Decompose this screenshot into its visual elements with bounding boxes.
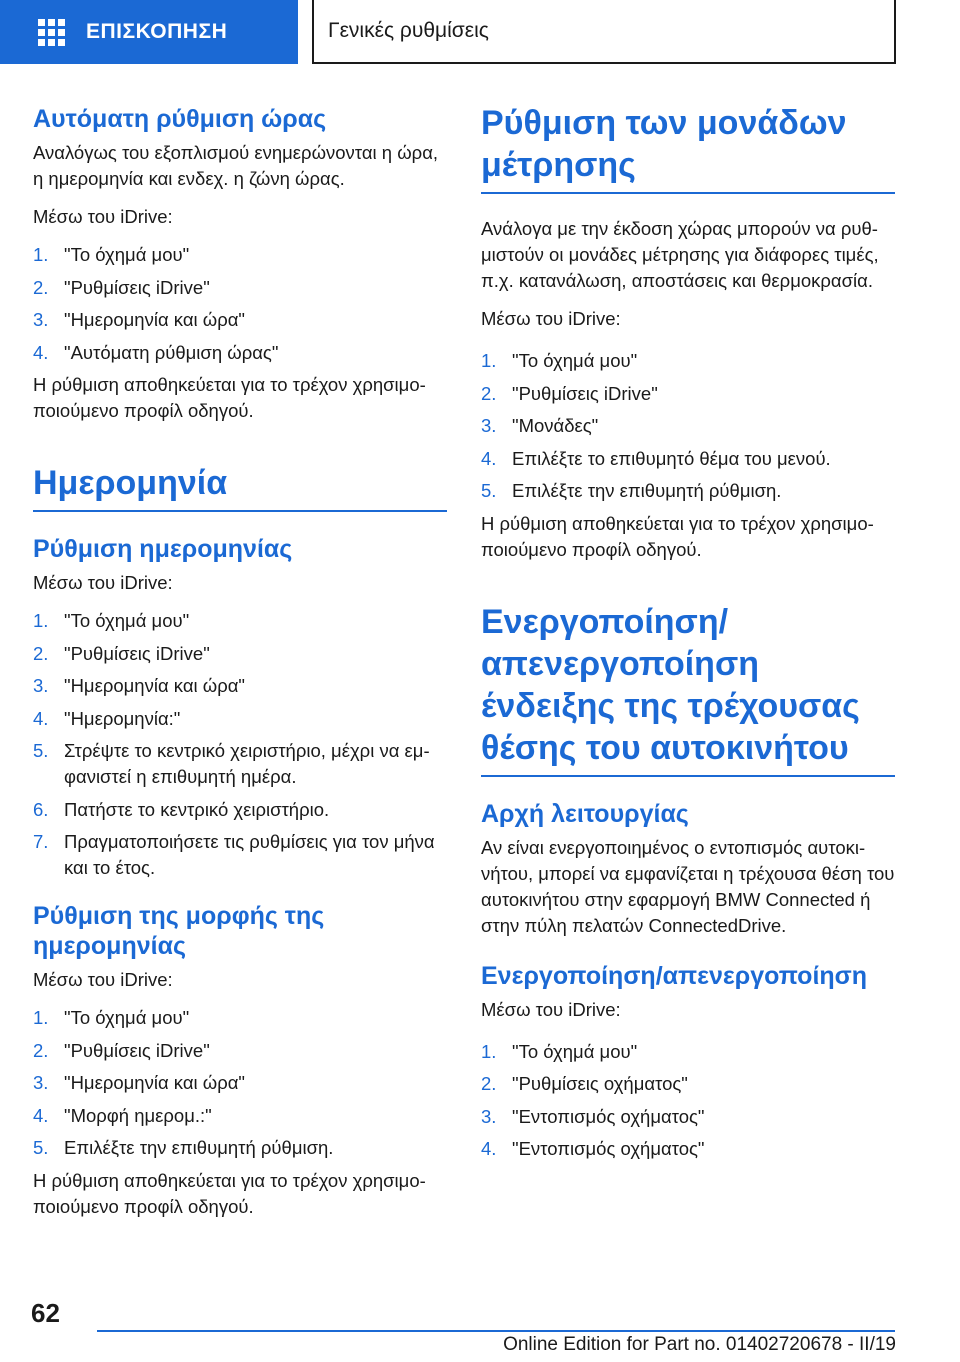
- list-item: 6. Πατήστε το κεντρικό χειριστήριο.: [33, 798, 330, 820]
- list-item: 5. Επιλέξτε την επιθυμητή ρύθμιση.: [33, 1137, 334, 1158]
- list-item: 2. "Ρυθμίσεις iDrive": [33, 276, 210, 298]
- section-tab[interactable]: [312, 0, 896, 64]
- auto-time-heading: Αυτόματη ρύθμιση ώρας: [33, 105, 327, 133]
- list-item: 1. "Το όχημά μου": [33, 1007, 190, 1028]
- date-format-heading: Ρύθμιση της μορφής της ημερομηνίας: [33, 902, 325, 960]
- location-section-heading: Ενεργοποίηση/ απενεργοποίηση ένδειξης της τρέχουσας θέσης του αυτοκινήτου: [481, 601, 895, 777]
- list-item: 4. "Εντοπισμός οχήματος": [481, 1138, 705, 1159]
- grid-menu-icon: [38, 19, 66, 45]
- principle-heading: Αρχή λειτουργίας: [481, 799, 689, 828]
- principle-text: Αν είναι ενεργοποιημένος ο εντοπισμός αυτοκινήτου, μπορεί να εμφανίζεται η τρέχουσα θέση του αυτοκινήτου στην εφαρμογή BMW Connected ή στην πύλη πελατών ConnectedDrive.: [481, 836, 895, 936]
- units-section-heading: Ρύθμιση των μονάδων μέτρησης: [481, 102, 895, 194]
- overview-tab-label: ΕΠΙΣΚΟΠΗΣΗ: [86, 20, 228, 43]
- list-item: 2. "Ρυθμίσεις iDrive": [33, 642, 210, 664]
- auto-time-steps: [33, 242, 447, 366]
- units-intro: Ανάλογα με την έκδοση χώρας μπορούν να ρυθμιστούν οι μονάδες μέτρησης για διάφορες τιμές, π.χ. κατανάλωση, αποστάσεις και θερμοκρασία.: [481, 218, 879, 291]
- toggle-via: Μέσω του iDrive:: [481, 998, 621, 1020]
- units-via: Μέσω του iDrive:: [481, 308, 621, 329]
- list-item: 4. "Ημερομηνία:": [33, 707, 181, 729]
- units-steps: [481, 348, 895, 504]
- list-item: 3. "Ημερομηνία και ώρα": [33, 675, 245, 696]
- list-item: 1. "Το όχημά μου": [481, 350, 638, 371]
- list-item: 2. "Ρυθμίσεις iDrive": [33, 1039, 210, 1061]
- footer-edition-text: Online Edition for Part no. 01402720678 - II/19: [503, 1334, 896, 1355]
- list-item: 3. "Μονάδες": [481, 415, 599, 436]
- left-column: [33, 98, 447, 1220]
- page-number: 62: [31, 1298, 60, 1328]
- date-section-heading: Ημερομηνία: [33, 462, 447, 512]
- list-item: 3. "Εντοπισμός οχήματος": [481, 1105, 705, 1127]
- list-item: 2. "Ρυθμίσεις οχήματος": [481, 1073, 688, 1094]
- list-item: 2. "Ρυθμίσεις iDrive": [481, 382, 658, 404]
- right-column: [481, 98, 895, 1169]
- list-item: 5. Στρέψτε το κεντρικό χειριστήριο, μέχρι να εμφανιστεί η επιθυμητή ημέρα.: [33, 740, 430, 787]
- list-item: 4. Επιλέξτε το επιθυμητό θέμα του μενού.: [481, 447, 831, 469]
- auto-time-via: Μέσω του iDrive:: [33, 206, 173, 227]
- list-item: 4. "Αυτόματη ρύθμιση ώρας": [33, 341, 279, 363]
- list-item: 5. Επιλέξτε την επιθυμητή ρύθμιση.: [481, 480, 782, 501]
- auto-time-intro: Αναλόγως του εξοπλισμού ενημερώνονται η ώρα, η ημερομηνία και ενδεχ. η ζώνη ώρας.: [33, 142, 439, 189]
- date-format-note: Η ρύθμιση αποθηκεύεται για το τρέχον χρησιμοποιούμενο προφίλ οδηγού.: [33, 1169, 426, 1217]
- page-header: [0, 0, 960, 66]
- set-date-heading: Ρύθμιση ημερομηνίας: [33, 535, 293, 563]
- set-date-via: Μέσω του iDrive:: [33, 572, 173, 593]
- toggle-steps: [481, 1039, 895, 1163]
- units-note: Η ρύθμιση αποθηκεύεται για το τρέχον χρησιμοποιούμενο προφίλ οδηγού.: [481, 512, 874, 560]
- overview-tab[interactable]: [0, 0, 298, 64]
- date-format-steps: [33, 1005, 447, 1161]
- section-tab-label: Γενικές ρυθμίσεις: [328, 19, 489, 42]
- list-item: 1. "Το όχημά μου": [481, 1040, 638, 1062]
- toggle-heading: Ενεργοποίηση/απενεργοποίηση: [481, 961, 868, 990]
- list-item: 1. "Το όχημά μου": [33, 610, 190, 631]
- footer-divider: [97, 1330, 895, 1332]
- list-item: 1. "Το όχημά μου": [33, 244, 190, 265]
- list-item: 4. "Μορφή ημερομ.:": [33, 1104, 212, 1126]
- auto-time-note: Η ρύθμιση αποθηκεύεται για το τρέχον χρησιμοποιούμενο προφίλ οδηγού.: [33, 374, 426, 421]
- list-item: 3. "Ημερομηνία και ώρα": [33, 1072, 245, 1093]
- set-date-steps: [33, 608, 447, 881]
- list-item: 7. Πραγματοποιήσετε τις ρυθμίσεις για τον μήνα και το έτος.: [33, 831, 435, 878]
- list-item: 3. "Ημερομηνία και ώρα": [33, 309, 245, 330]
- date-format-via: Μέσω του iDrive:: [33, 969, 173, 990]
